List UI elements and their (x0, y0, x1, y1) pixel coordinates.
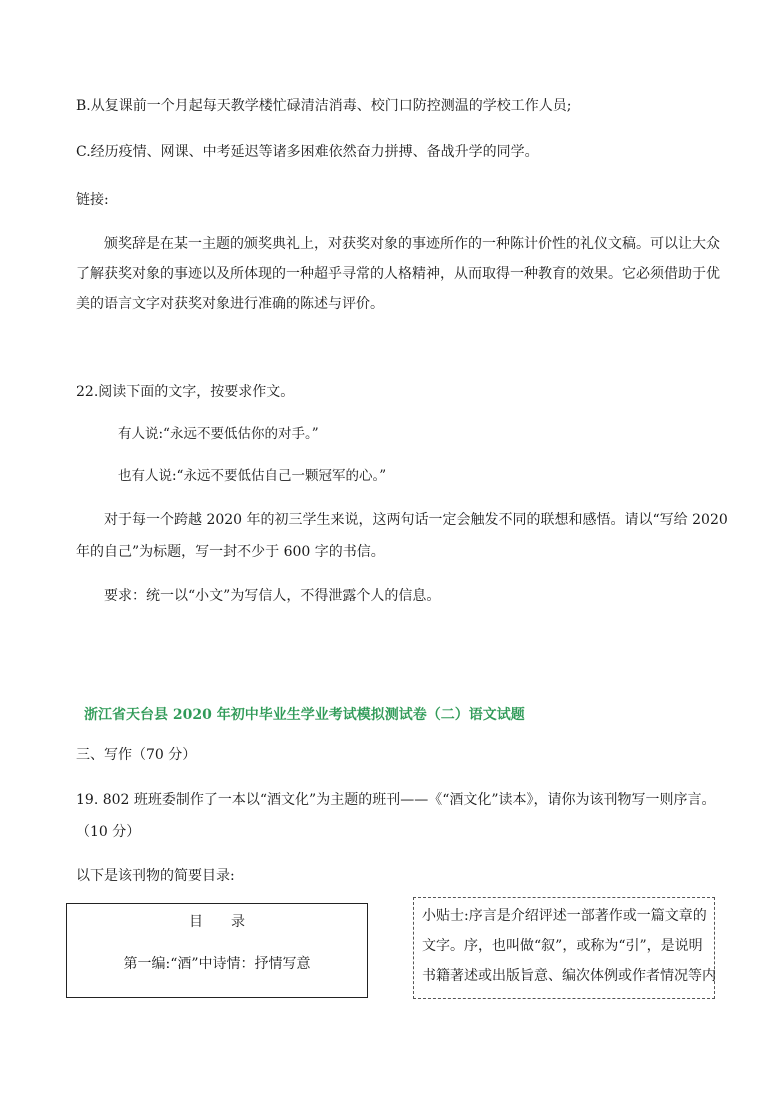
q22-prompt: 22.阅读下面的文字，按要求作文。 (76, 384, 295, 400)
toc-item-1: 第一编:“酒”中诗情：抒情写意 (123, 956, 311, 972)
section-three: 三、写作（70 分） (76, 747, 197, 763)
section-title: 浙江省天台县 2020 年初中毕业生学业考试模拟测试卷（二）语文试题 (84, 707, 525, 723)
q22-quote-2: 也有人说:“永远不要低估自己一颗冠军的心。” (118, 468, 387, 484)
link-line-3: 美的语言文字对获奖对象进行准确的陈述与评价。 (76, 296, 384, 312)
q22-body-line-2: 年的自己”为标题，写一封不少于 600 字的书信。 (76, 544, 385, 560)
tip-line-3: 书籍著述或出版旨意、编次体例或作者情况等内 (422, 968, 716, 984)
toc-box (66, 903, 368, 998)
tip-box (413, 897, 715, 999)
option-b: B.从复课前一个月起每天教学楼忙碌清洁消毒、校门口防控测温的学校工作人员; (76, 98, 572, 114)
q22-quote-1: 有人说:“永远不要低估你的对手。” (118, 426, 319, 442)
toc-title: 目 录 (189, 914, 245, 930)
toc-intro: 以下是该刊物的简要目录: (76, 868, 235, 884)
link-label: 链接: (76, 192, 109, 208)
link-line-2: 了解获奖对象的事迹以及所体现的一种超乎寻常的人格精神，从而取得一种教育的效果。它必须借助于优 (76, 266, 720, 282)
link-line-1: 颁奖辞是在某一主题的颁奖典礼上，对获奖对象的事迹所作的一种陈计价性的礼仪文稿。可以让大众 (104, 236, 720, 252)
tip-line-1: 小贴士:序言是介绍评述一部著作或一篇文章的 (422, 908, 707, 924)
q22-requirement: 要求：统一以“小文”为写信人，不得泄露个人的信息。 (104, 588, 441, 604)
option-c: C.经历疫情、网课、中考延迟等诸多困难依然奋力拼搏、备战升学的同学。 (76, 144, 539, 160)
q19-line-2: （10 分） (76, 824, 141, 840)
tip-line-2: 文字。序，也叫做“叙”，或称为“引”，是说明 (422, 938, 703, 954)
q22-body-line-1: 对于每一个跨越 2020 年的初三学生来说，这两句话一定会触发不同的联想和感悟。请以“写给 2020 (104, 512, 728, 528)
q19-line-1: 19. 802 班班委制作了一本以“酒文化”为主题的班刊——《“酒文化”读本》，请你为该刊物写一则序言。 (76, 792, 716, 808)
